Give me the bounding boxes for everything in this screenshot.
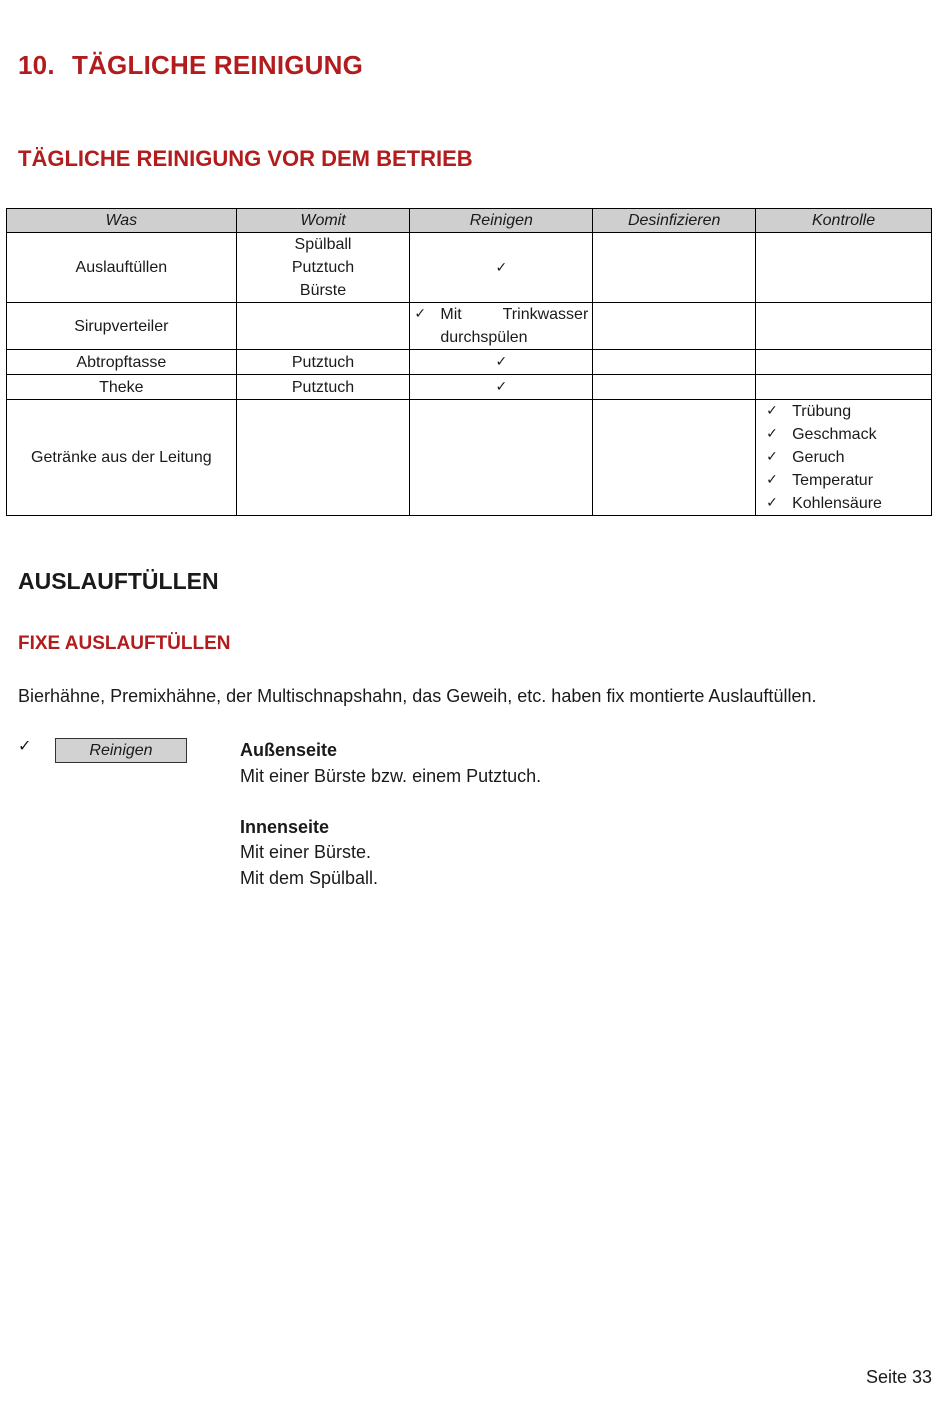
check-icon: ✓ [414, 306, 427, 322]
check-icon: ✓ [766, 472, 778, 488]
cell-was: Theke [7, 375, 237, 400]
cell-reinigen [410, 350, 593, 375]
cell-was: Sirupverteiler [7, 303, 237, 350]
column-header-kontrolle: Kontrolle [756, 209, 932, 233]
check-icon: ✓ [495, 354, 508, 370]
cell-desinfizieren [593, 400, 756, 516]
cell-was: Abtropftasse [7, 350, 237, 375]
check-icon: ✓ [766, 449, 778, 465]
column-header-was: Was [7, 209, 237, 233]
table-row [7, 303, 932, 350]
rinse-text-word: Trinkwasser [502, 306, 589, 323]
chapter-title: TÄGLICHE REINIGUNG [72, 50, 364, 80]
cell-kontrolle [756, 400, 932, 516]
tool-item: Putztuch [291, 259, 355, 276]
table-header-row [7, 209, 932, 233]
rinse-text-line: durchspülen [440, 329, 528, 346]
chapter-heading [18, 50, 363, 81]
table-row [7, 233, 932, 303]
cell-desinfizieren [593, 233, 756, 303]
cell-womit [236, 400, 410, 516]
tool-item: Spülball [294, 236, 352, 253]
column-header-desinfizieren: Desinfizieren [593, 209, 756, 233]
section-subheading: TÄGLICHE REINIGUNG VOR DEM BETRIEB [18, 146, 473, 171]
check-icon: ✓ [495, 379, 508, 395]
clean-tag-label: Reinigen [55, 738, 187, 763]
cell-kontrolle [756, 233, 932, 303]
list-item: ✓ Kohlensäure [766, 492, 927, 515]
table-row [7, 400, 932, 516]
table-row [7, 375, 932, 400]
cell-reinigen [410, 303, 593, 350]
cell-desinfizieren [593, 375, 756, 400]
check-icon: ✓ [766, 495, 778, 511]
list-item: ✓ Trübung [766, 400, 927, 423]
cell-womit [236, 233, 410, 303]
table-row [7, 350, 932, 375]
cell-womit [236, 303, 410, 350]
tool-item: Bürste [299, 282, 347, 299]
cell-kontrolle [756, 375, 932, 400]
list-item: ✓ Temperatur [766, 469, 927, 492]
inside-text: Mit dem Spülball. [240, 867, 379, 888]
cell-reinigen [410, 400, 593, 516]
check-icon: ✓ [495, 259, 508, 276]
cell-was: Getränke aus der Leitung [7, 400, 237, 516]
cell-reinigen [410, 375, 593, 400]
chapter-number: 10. [18, 50, 55, 80]
page-number: Seite 33 [865, 1367, 932, 1387]
cell-reinigen [410, 233, 593, 303]
subsection-title: FIXE AUSLAUFTÜLLEN [18, 633, 231, 654]
inside-text: Mit einer Bürste. [240, 842, 372, 862]
check-icon: ✓ [766, 426, 778, 442]
cleaning-steps [240, 738, 541, 891]
check-icon: ✓ [766, 403, 778, 419]
cleaning-plan-table [6, 208, 932, 516]
cell-desinfizieren [593, 303, 756, 350]
check-icon: ✓ [18, 736, 32, 755]
outside-text: Mit einer Bürste bzw. einem Putztuch. [240, 765, 542, 786]
cell-kontrolle [756, 303, 932, 350]
column-header-womit: Womit [236, 209, 410, 233]
column-header-reinigen: Reinigen [410, 209, 593, 233]
inside-title: Innenseite [240, 816, 330, 837]
list-item: ✓ Geruch [766, 446, 927, 469]
cell-womit: Putztuch [236, 350, 410, 375]
section-title: AUSLAUFTÜLLEN [18, 568, 219, 594]
cell-was: Auslauftüllen [7, 233, 237, 303]
cell-kontrolle [756, 350, 932, 375]
cell-womit: Putztuch [236, 375, 410, 400]
outside-title: Außenseite [240, 740, 338, 760]
list-item: ✓ Geschmack [766, 423, 927, 446]
rinse-text-word: Mit [440, 306, 462, 323]
intro-paragraph: Bierhähne, Premixhähne, der Multischnapshahn, das Geweih, etc. haben fix montierte Auslauftüllen. [18, 686, 817, 706]
cell-desinfizieren [593, 350, 756, 375]
control-list [760, 400, 927, 515]
